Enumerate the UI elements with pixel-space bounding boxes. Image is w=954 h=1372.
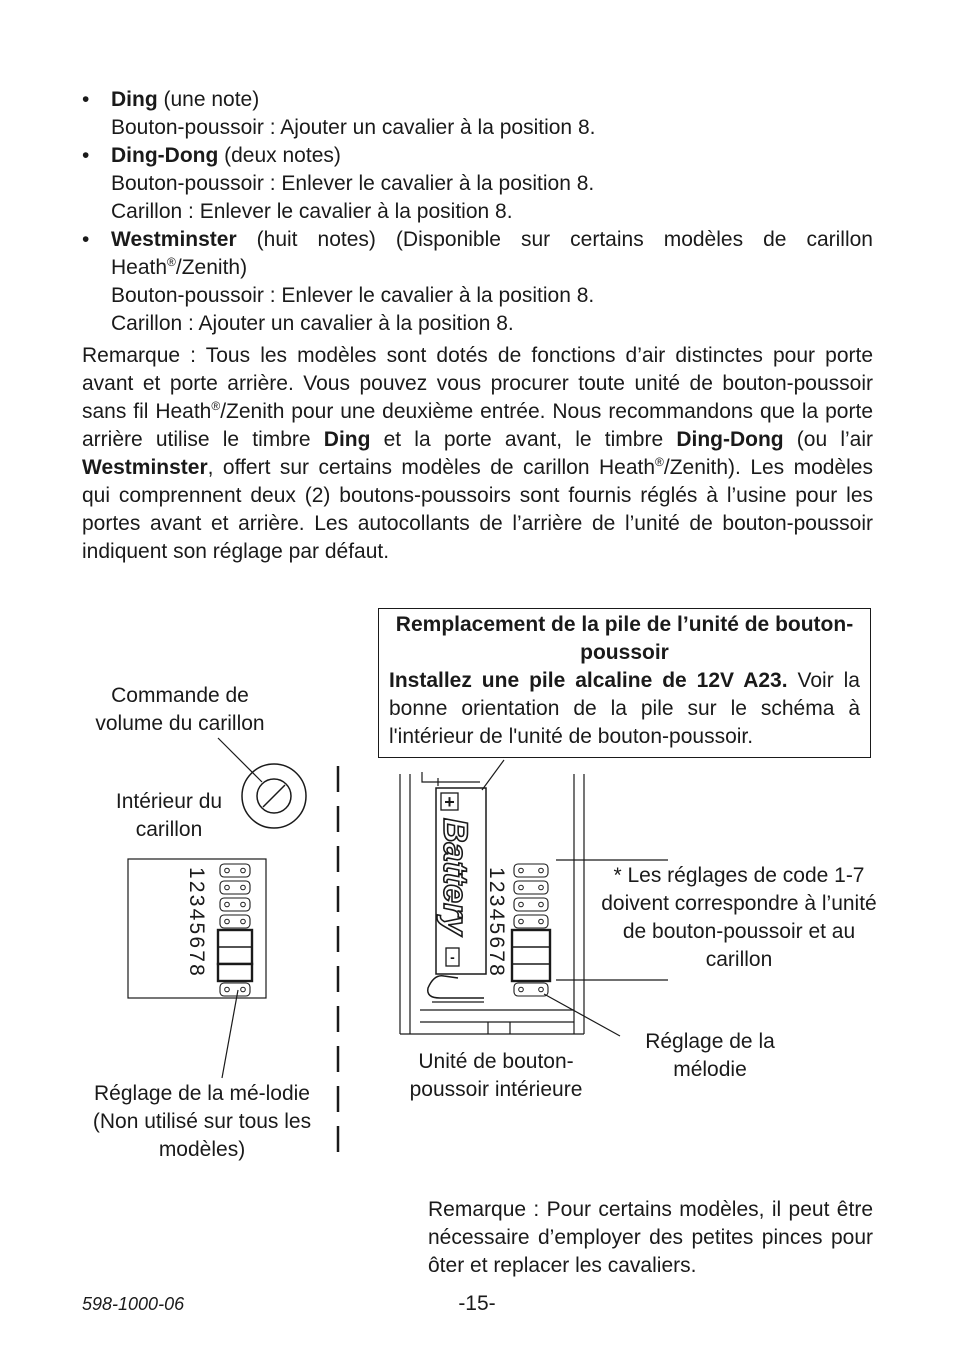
bullet-line: Carillon : Ajouter un cavalier à la position 8. xyxy=(111,312,514,335)
label-chime-interior: Intérieur du carillon xyxy=(115,790,223,841)
remark-ding: Ding xyxy=(323,428,371,451)
push-button-unit xyxy=(400,772,584,1034)
bullet-title: Westminster xyxy=(111,228,237,251)
battery-box-body: Voir la bonne orientation de la pile sur le schéma à l'intérieur de l'unité de bouton-poussoir. xyxy=(389,669,860,748)
remark-ding-dong: Ding-Dong xyxy=(676,428,784,451)
battery-box-title: Remplacement de la pile de l’unité de bouton-poussoir xyxy=(395,613,854,664)
dip-pin xyxy=(514,898,548,911)
dip-pin xyxy=(514,881,548,894)
label-push-unit: Unité de bouton-poussoir intérieure xyxy=(409,1050,583,1101)
remark-westminster: Westminster xyxy=(82,456,208,479)
bullet-title: Ding xyxy=(111,88,158,111)
bullet-line: Bouton-poussoir : Enlever le cavalier à la position 8. xyxy=(111,172,595,195)
page-number: -15- xyxy=(458,1292,496,1315)
jumper xyxy=(218,930,252,964)
dip-pin xyxy=(220,881,250,894)
document-code: 598-1000-06 xyxy=(82,1294,185,1314)
battery-label: Battery xyxy=(436,818,474,936)
bottom-remark: Remarque : Pour certains modèles, il peut être nécessaire d’employer des petites pinces pour ôter et replacer les cavaliers. xyxy=(428,1198,873,1277)
remark-text: /Zenith). Les modèles qui comprennent deux (2) boutons-poussoirs sont fournis réglés à l’usine pour les portes avant et arrière. Les autocollants de l’arrière de l’unité de bouton-poussoir indiquent son réglage par défaut. xyxy=(82,456,873,563)
bullet-marker: • xyxy=(82,88,90,111)
bullet-line: Bouton-poussoir : Enlever le cavalier à la position 8. xyxy=(111,284,595,307)
dip-pin xyxy=(514,864,548,877)
label-melody-setting: Réglage de la mélodie xyxy=(645,1030,775,1081)
push-dip-pins xyxy=(512,864,550,996)
battery-minus: - xyxy=(450,949,455,965)
label-volume-control: Commande de volume du carillon xyxy=(95,684,265,735)
dip-pin xyxy=(220,915,250,928)
remark-text: (ou l’air xyxy=(783,428,873,451)
bullet-subtitle: (une note) xyxy=(157,88,260,111)
remark-text: /Zenith pour une deuxième entrée. Nous recommandons que la porte arrière utilise le timbre xyxy=(82,400,873,451)
label-melody-chime: Réglage de la mé-lodie (Non utilisé sur tous les modèles) xyxy=(92,1082,312,1161)
bullet-marker: • xyxy=(82,228,90,251)
remark-text: , offert sur certains modèles de carillon Heath xyxy=(207,456,656,479)
dip-pin xyxy=(514,983,548,996)
dip-pin xyxy=(220,864,250,877)
leader-line xyxy=(222,990,238,1078)
bullet-line: Bouton-poussoir : Ajouter un cavalier à la position 8. xyxy=(111,116,596,139)
bullet-line: Carillon : Enlever le cavalier à la position 8. xyxy=(111,200,513,223)
battery-plus: + xyxy=(444,792,455,812)
dip-pin xyxy=(220,898,250,911)
bullet-title: Ding-Dong xyxy=(111,144,219,167)
bullet-subtitle: (deux notes) xyxy=(218,144,341,167)
battery-box-bold: Installez une pile alcaline de 12V A23. xyxy=(389,669,788,692)
dip-pin xyxy=(220,983,250,996)
jumper xyxy=(218,964,252,981)
remark-text: et la porte avant, le timbre xyxy=(370,428,677,451)
registered-mark: ® xyxy=(167,255,176,269)
remark-text: Remarque : Tous les modèles sont dotés de fonctions d’air distinctes pour porte avant et porte arrière. Vous pouvez vous procurer toute unité de bouton-poussoir sans fil Heath xyxy=(82,344,873,423)
registered-mark: ® xyxy=(655,455,664,469)
chime-dip-numbers: 12345678 xyxy=(185,867,208,979)
jumper xyxy=(512,930,550,981)
bullet-subtitle: (huit notes) (Disponible sur certains modèles de carillon Heath xyxy=(111,228,873,279)
leader-line xyxy=(544,994,620,1036)
leader-line xyxy=(218,738,262,782)
label-code-settings: * Les réglages de code 1-7 doivent correspondre à l’unité de bouton-poussoir et au carillon xyxy=(601,864,877,971)
push-dip-numbers: 12345678 xyxy=(485,867,508,979)
bullet-subtitle-end: /Zenith) xyxy=(175,256,248,279)
chime-dip-panel xyxy=(128,859,266,998)
volume-knob-icon xyxy=(242,764,306,828)
bullet-marker: • xyxy=(82,144,90,167)
dip-pin xyxy=(514,915,548,928)
registered-mark: ® xyxy=(211,399,221,413)
leader-line xyxy=(482,760,504,790)
chime-dip-pins xyxy=(218,864,252,996)
